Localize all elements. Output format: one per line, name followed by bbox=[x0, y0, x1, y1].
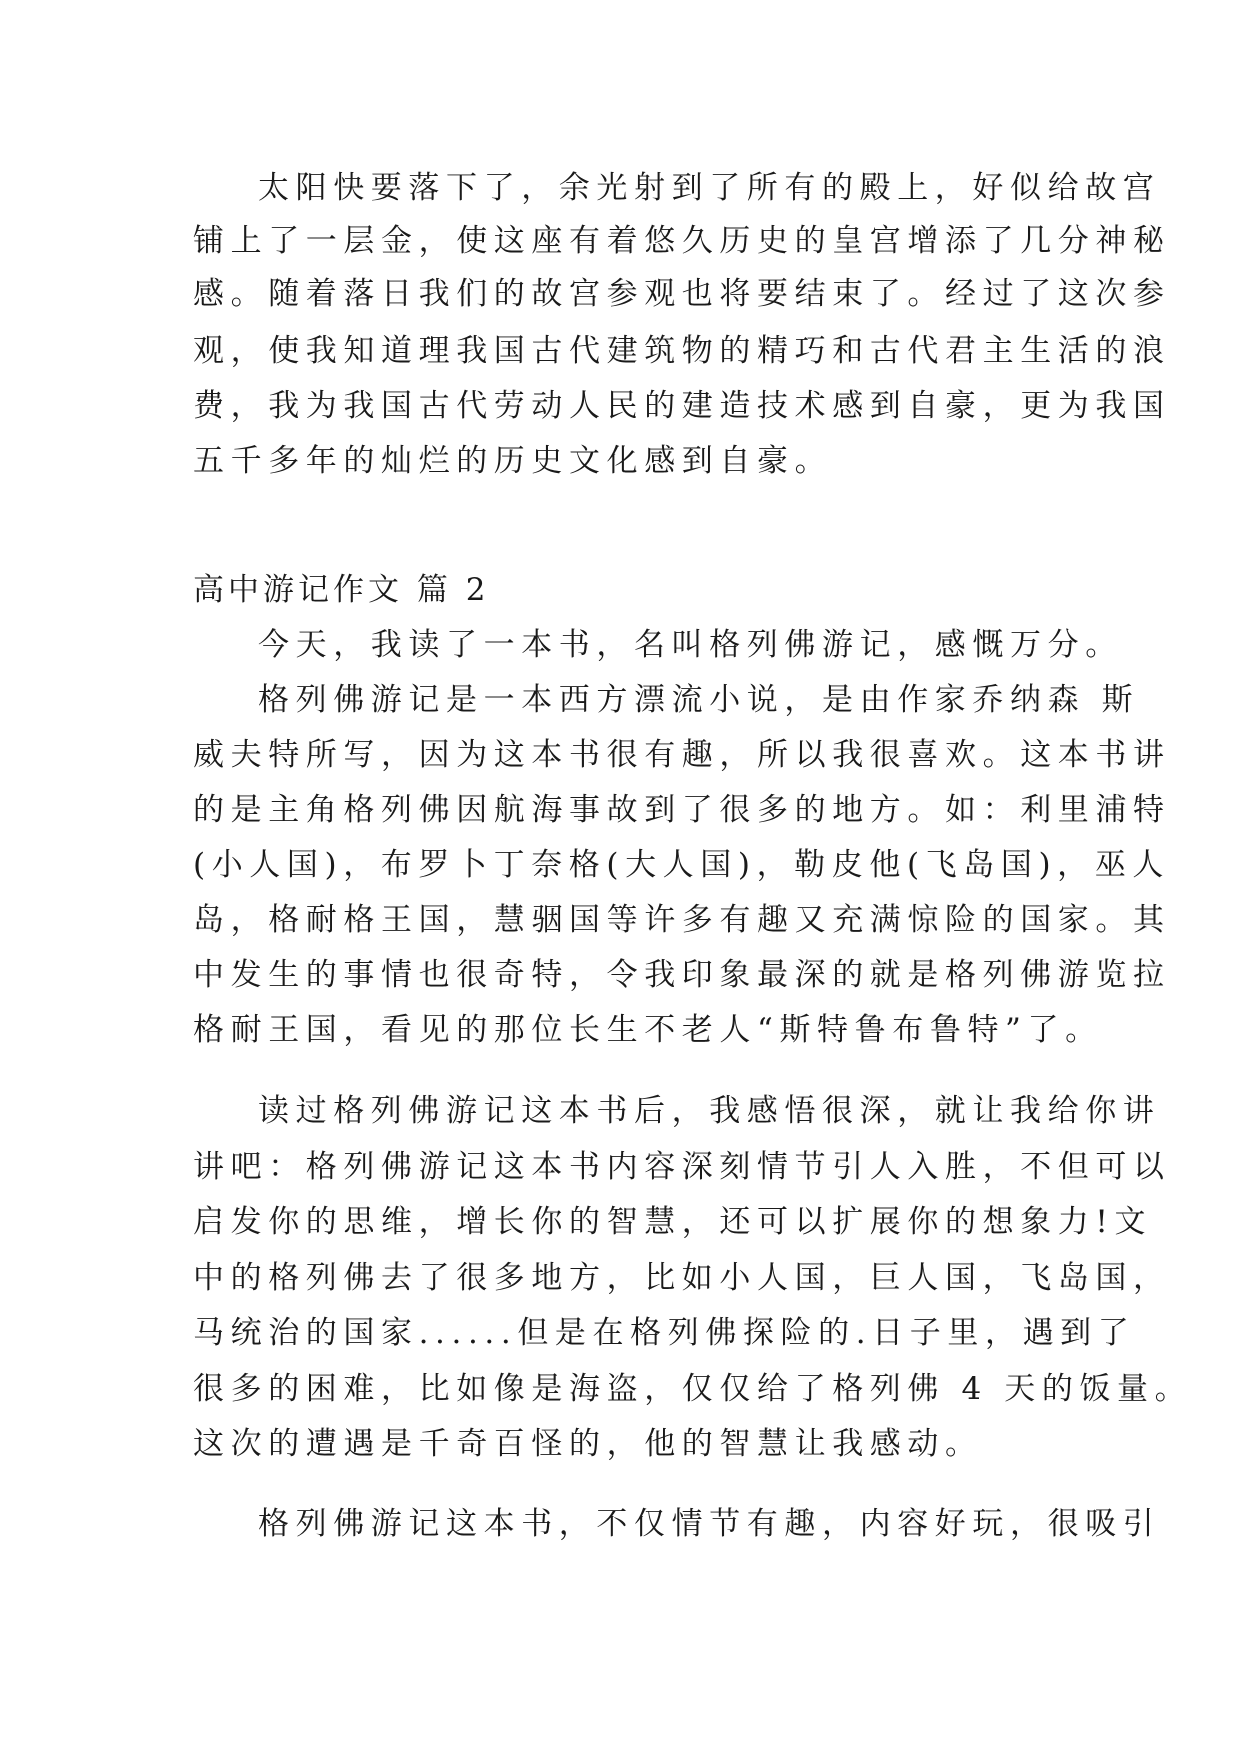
paragraph-4-line: 这次的遭遇是千奇百怪的，他的智慧让我感动。 bbox=[193, 1426, 983, 1462]
paragraph-5-line: 格列佛游记这本书，不仅情节有趣，内容好玩，很吸引 bbox=[258, 1506, 1161, 1542]
paragraph-1-line: 费，我为我国古代劳动人民的建造技术感到自豪，更为我国 bbox=[193, 388, 1171, 424]
section-heading: 高中游记作文 篇 2 bbox=[193, 572, 490, 608]
paragraph-4-line: 读过格列佛游记这本书后，我感悟很深，就让我给你讲 bbox=[258, 1093, 1161, 1129]
paragraph-4-line: 很多的困难，比如像是海盗，仅仅给了格列佛 4 天的饭量。 bbox=[193, 1371, 1193, 1407]
paragraph-3-line: (小人国)，布罗卜丁奈格(大人国)，勒皮他(飞岛国)，巫人 bbox=[193, 847, 1170, 883]
paragraph-1-line: 观，使我知道理我国古代建筑物的精巧和古代君主生活的浪 bbox=[193, 333, 1171, 369]
paragraph-4-line: 马统治的国家......但是在格列佛探险的.日子里，遇到了 bbox=[193, 1315, 1136, 1351]
paragraph-3-line: 岛，格耐格王国，慧骃国等许多有趣又充满惊险的国家。其 bbox=[193, 902, 1171, 938]
paragraph-4-line: 讲吧：格列佛游记这本书内容深刻情节引人入胜，不但可以 bbox=[193, 1149, 1171, 1185]
paragraph-4-line: 中的格列佛去了很多地方，比如小人国，巨人国，飞岛国， bbox=[193, 1260, 1171, 1296]
paragraph-3-line: 的是主角格列佛因航海事故到了很多的地方。如：利里浦特 bbox=[193, 792, 1171, 828]
paragraph-1-line: 感。随着落日我们的故宫参观也将要结束了。经过了这次参 bbox=[193, 276, 1171, 312]
paragraph-4-line: 启发你的思维，增长你的智慧，还可以扩展你的想象力!文 bbox=[193, 1204, 1153, 1240]
paragraph-1-line: 五千多年的灿烂的历史文化感到自豪。 bbox=[193, 443, 833, 479]
paragraph-3-line: 威夫特所写，因为这本书很有趣，所以我很喜欢。这本书讲 bbox=[193, 737, 1171, 773]
paragraph-3-line: 格列佛游记是一本西方漂流小说，是由作家乔纳森 斯 bbox=[258, 682, 1140, 718]
paragraph-1-line: 铺上了一层金，使这座有着悠久历史的皇宫增添了几分神秘 bbox=[193, 223, 1171, 259]
paragraph-3-line: 中发生的事情也很奇特，令我印象最深的就是格列佛游览拉 bbox=[193, 957, 1171, 993]
paragraph-2-line: 今天，我读了一本书，名叫格列佛游记，感慨万分。 bbox=[258, 627, 1123, 663]
paragraph-1-line: 太阳快要落下了，余光射到了所有的殿上，好似给故宫 bbox=[258, 170, 1161, 206]
paragraph-3-line: 格耐王国，看见的那位长生不老人“斯特鲁布鲁特”了。 bbox=[193, 1012, 1103, 1048]
